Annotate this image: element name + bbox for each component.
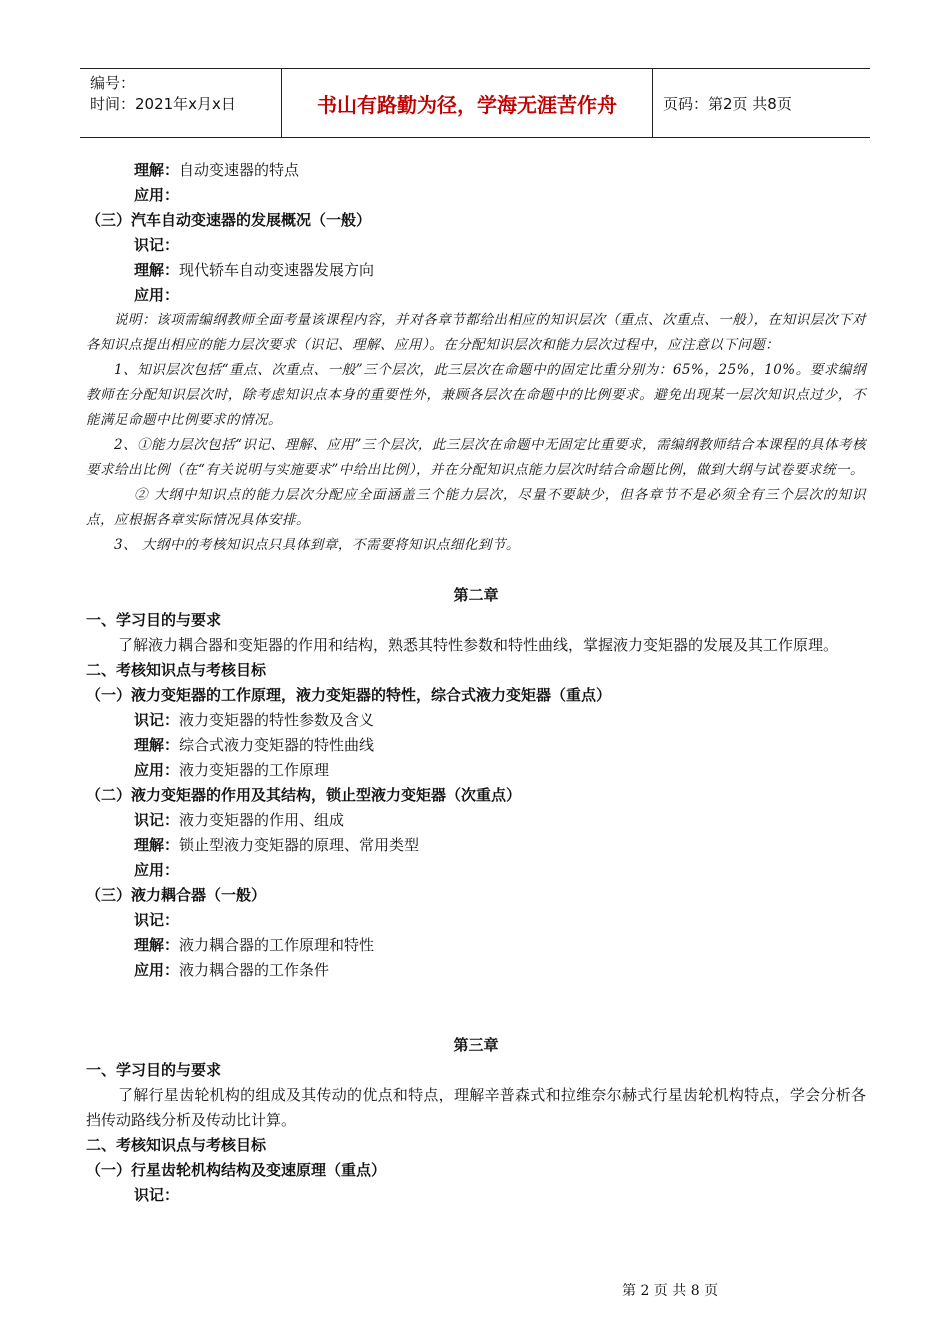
spacer — [86, 1008, 866, 1033]
ch2-topic-2-title: （二）液力变矩器的作用及其结构，锁止型液力变矩器（次重点） — [86, 786, 522, 804]
ch2-topic-1-title: （一）液力变矩器的工作原理，液力变矩器的特性，综合式液力变矩器（重点） — [86, 686, 612, 704]
ch1-s3-memorize-line: 识记： — [134, 236, 180, 254]
ch2-t1-memorize-line: 识记：液力变矩器的特性参数及含义 — [134, 711, 375, 729]
page-footer: 第 2 页 共 8 页 — [622, 1283, 719, 1299]
ch1-section-3-title: （三）汽车自动变速器的发展概况（一般） — [86, 211, 372, 229]
header-page-info: 页码：第2页 共8页 — [663, 94, 792, 113]
note-paragraph-1: 说明：该项需编纲教师全面考量该课程内容，并对各章节都给出相应的知识层次（重点、次重点、一般），在知识层次下对各知识点提出相应的能力层次要求（识记、理解、应用）。在分配知识层次和能力层次过程中，应注意以下问题： — [86, 312, 866, 353]
spacer — [86, 558, 866, 583]
spacer — [86, 983, 866, 1008]
ch3-topic-1-title: （一）行星齿轮机构结构及变速原理（重点） — [86, 1161, 387, 1179]
note-paragraph-2: 1、知识层次包括“重点、次重点、一般”三个层次，此三层次在命题中的固定比重分别为：65%，25%，10%。要求编纲教师在分配知识层次时，除考虑知识点本身的重要性外，兼顾各层次在命题中的比例要求。避免出现某一层次知识点过少，不能满足命题中比例要求的情况。 — [86, 362, 866, 428]
ch1-s3-understand-line: 理解：现代轿车自动变速器发展方向 — [134, 261, 375, 279]
ch3-objective-paragraph: 了解行星齿轮机构的组成及其传动的优点和特点，理解辛普森式和拉维奈尔赫式行星齿轮机构特点，学会分析各挡传动路线分析及传动比计算。 — [86, 1086, 866, 1129]
ch2-objective-paragraph: 了解液力耦合器和变矩器的作用和结构，熟悉其特性参数和特性曲线，掌握液力变矩器的发展及其工作原理。 — [118, 636, 839, 654]
document-body — [86, 158, 866, 1208]
ch1-understand-line: 理解：自动变速器的特点 — [134, 161, 300, 179]
note-paragraph-4: ② 大纲中知识点的能力层次分配应全面涵盖三个能力层次，尽量不要缺少，但各章节不是必须全有三个层次的知识点，应根据各章实际情况具体安排。 — [86, 487, 866, 528]
chapter-3-title: 第三章 — [453, 1036, 499, 1054]
ch2-t2-apply-line: 应用： — [134, 861, 180, 879]
ch3-section-2-title: 二、考核知识点与考核目标 — [86, 1136, 267, 1154]
ch2-t1-understand-line: 理解：综合式液力变矩器的特性曲线 — [134, 736, 375, 754]
ch2-t2-understand-line: 理解：锁止型液力变矩器的原理、常用类型 — [134, 836, 420, 854]
ch3-section-1-title: 一、学习目的与要求 — [86, 1061, 222, 1079]
header-table — [80, 68, 870, 138]
chapter-2-title: 第二章 — [453, 586, 499, 604]
note-paragraph-5: 3、 大纲中的考核知识点只具体到章，不需要将知识点细化到节。 — [114, 537, 520, 553]
ch2-topic-3-title: （三）液力耦合器（一般） — [86, 886, 267, 904]
ch2-t3-memorize-line: 识记： — [134, 911, 180, 929]
ch3-t1-memorize-line: 识记： — [134, 1186, 180, 1204]
header-motto: 书山有路勤为径，学海无涯苦作舟 — [282, 69, 653, 137]
ch2-section-1-title: 一、学习目的与要求 — [86, 611, 222, 629]
ch2-t1-apply-line: 应用：液力变矩器的工作原理 — [134, 761, 330, 779]
ch2-t2-memorize-line: 识记：液力变矩器的作用、组成 — [134, 811, 345, 829]
note-paragraph-3: 2、①能力层次包括“识记、理解、应用”三个层次，此三层次在命题中无固定比重要求，需编纲教师结合本课程的具体考核要求给出比例（在“有关说明与实施要求”中给出比例），并在分配知识点能力层次时结合命题比例，做到大纲与试卷要求统一。 — [86, 437, 866, 478]
ch1-s3-apply-line: 应用： — [134, 286, 180, 304]
ch1-apply-line: 应用： — [134, 186, 180, 204]
ch2-section-2-title: 二、考核知识点与考核目标 — [86, 661, 267, 679]
header-left-cell — [80, 69, 282, 137]
document-number-label: 编号： — [90, 74, 136, 92]
document-time-label: 时间：2021年x月x日 — [90, 95, 236, 113]
ch2-t3-understand-line: 理解：液力耦合器的工作原理和特性 — [134, 936, 375, 954]
ch2-t3-apply-line: 应用：液力耦合器的工作条件 — [134, 961, 330, 979]
